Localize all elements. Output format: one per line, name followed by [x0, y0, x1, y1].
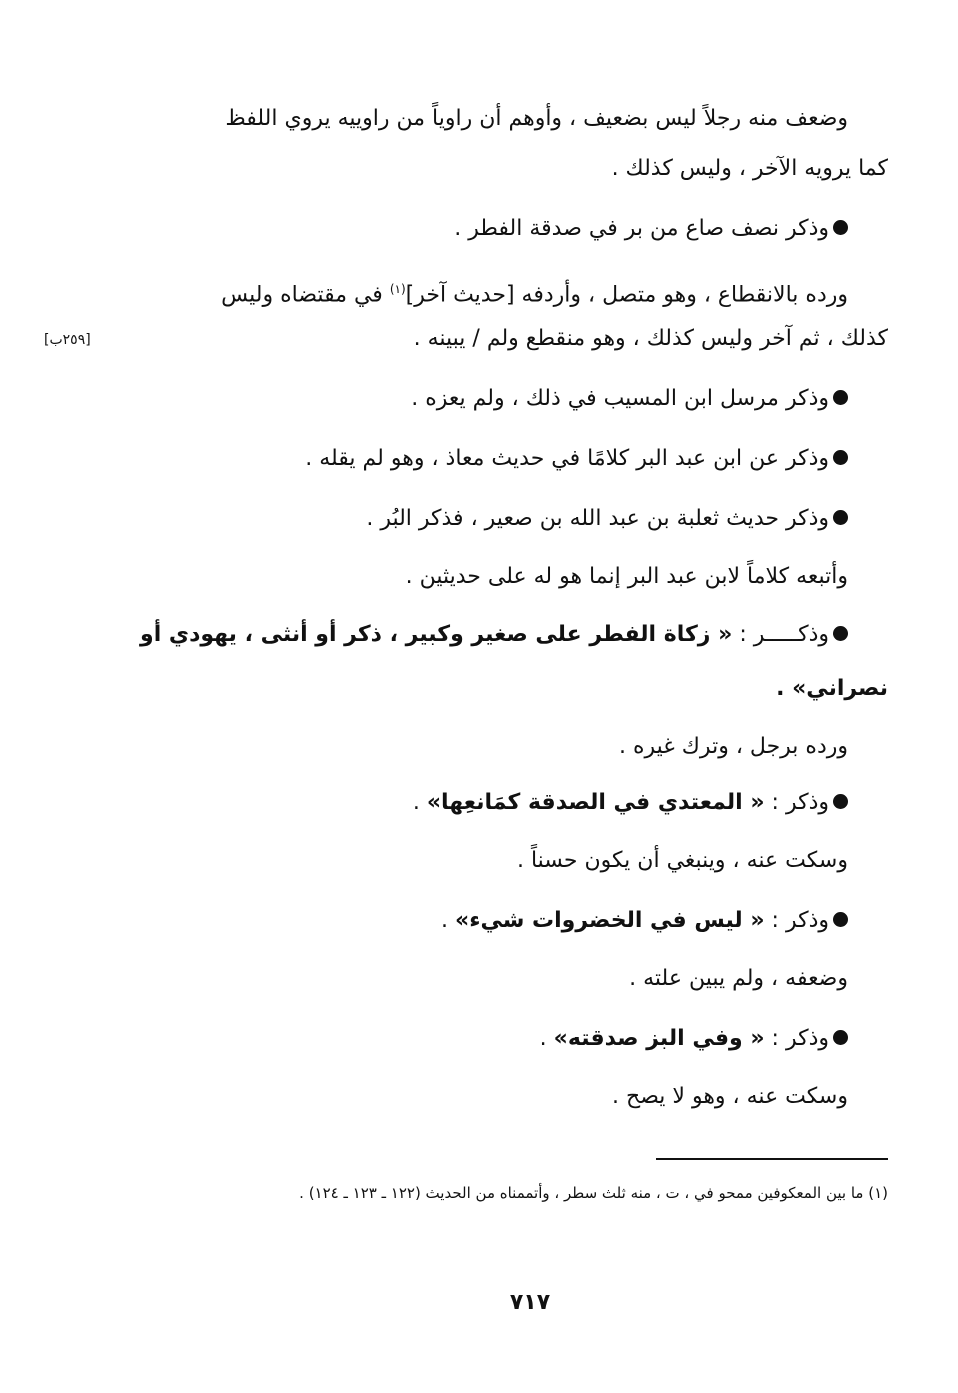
bullet-icon [833, 220, 848, 235]
text-line-14: وسكت عنه ، وينبغي أن يكون حسناً . [516, 848, 848, 873]
text-line-16: وضعفه ، ولم يبين علته . [629, 966, 848, 991]
text-line-2: كما يرويه الآخر ، وليس كذلك . [611, 156, 888, 181]
bullet-line-thalaba: وذكر حديث ثعلبة بن عبد الله بن صعير ، فذكر البُر . [366, 502, 848, 536]
footnote-marker: (١) [389, 282, 406, 296]
bullet-line-bazz: وذكر : « وفي البز صدقته» . [540, 1022, 848, 1056]
margin-folio-note: [٢٥٩ب] [44, 332, 91, 348]
text-line-9: وأتبعه كلاماً لابن عبد البر إنما هو له على حديثين . [405, 564, 848, 589]
bullet-line-mutadi: وذكر : « المعتدي في الصدقة كمَانعِها» . [413, 786, 848, 820]
bullet-line-ibn-musayyab: وذكر مرسل ابن المسيب في ذلك ، ولم يعزه . [411, 382, 848, 416]
bullet-icon [833, 794, 848, 809]
text-line-11: نصراني» . [776, 676, 888, 701]
text-line-4: ورده بالانقطاع ، وهو متصل ، وأردفه [حديث آخر]$^{(١)}$ في مقتضاه وليس [221, 282, 848, 308]
bullet-line-khadrawat: وذكر : « ليس في الخضروات شيء» . [441, 904, 848, 938]
text-line-1: وضعف منه رجلاً ليس بضعيف ، وأوهم أن راوياً من راوييه يروي اللفظ [225, 106, 848, 131]
footnote-divider [656, 1158, 888, 1160]
bullet-line-zakat-alfitr: وذكـــــر : « زكاة الفطر على صغير وكبير ، ذكر أو أنثى ، يهودي أو [140, 618, 848, 652]
bullet-icon [833, 390, 848, 405]
bullet-icon [833, 510, 848, 525]
bullet-icon [833, 912, 848, 927]
bullet-icon [833, 626, 848, 641]
bullet-line-ibn-abd-albarr: وذكر عن ابن عبد البر كلامًا في حديث معاذ ، وهو لم يقله . [305, 442, 848, 476]
bullet-line-half-saa: وذكر نصف صاع من بر في صدقة الفطر . [454, 212, 848, 246]
text-line-12: ورده برجل ، وترك غيره . [619, 734, 848, 759]
text-line-18: وسكت عنه ، وهو لا يصح . [612, 1084, 848, 1109]
page-number: ٧١٧ [509, 1290, 551, 1315]
bullet-icon [833, 1030, 848, 1045]
text-line-5: كذلك ، ثم آخر وليس كذلك ، وهو منقطع ولم / يبينه . [413, 326, 888, 351]
footnote: (١) ما بين المعكوفين ممحو في ، ت ، منه ثلث سطر ، وأتممناه من الحديث (١٢٢ ـ ١٢٣ ـ ١٢٤) . [299, 1184, 888, 1202]
bullet-icon [833, 450, 848, 465]
